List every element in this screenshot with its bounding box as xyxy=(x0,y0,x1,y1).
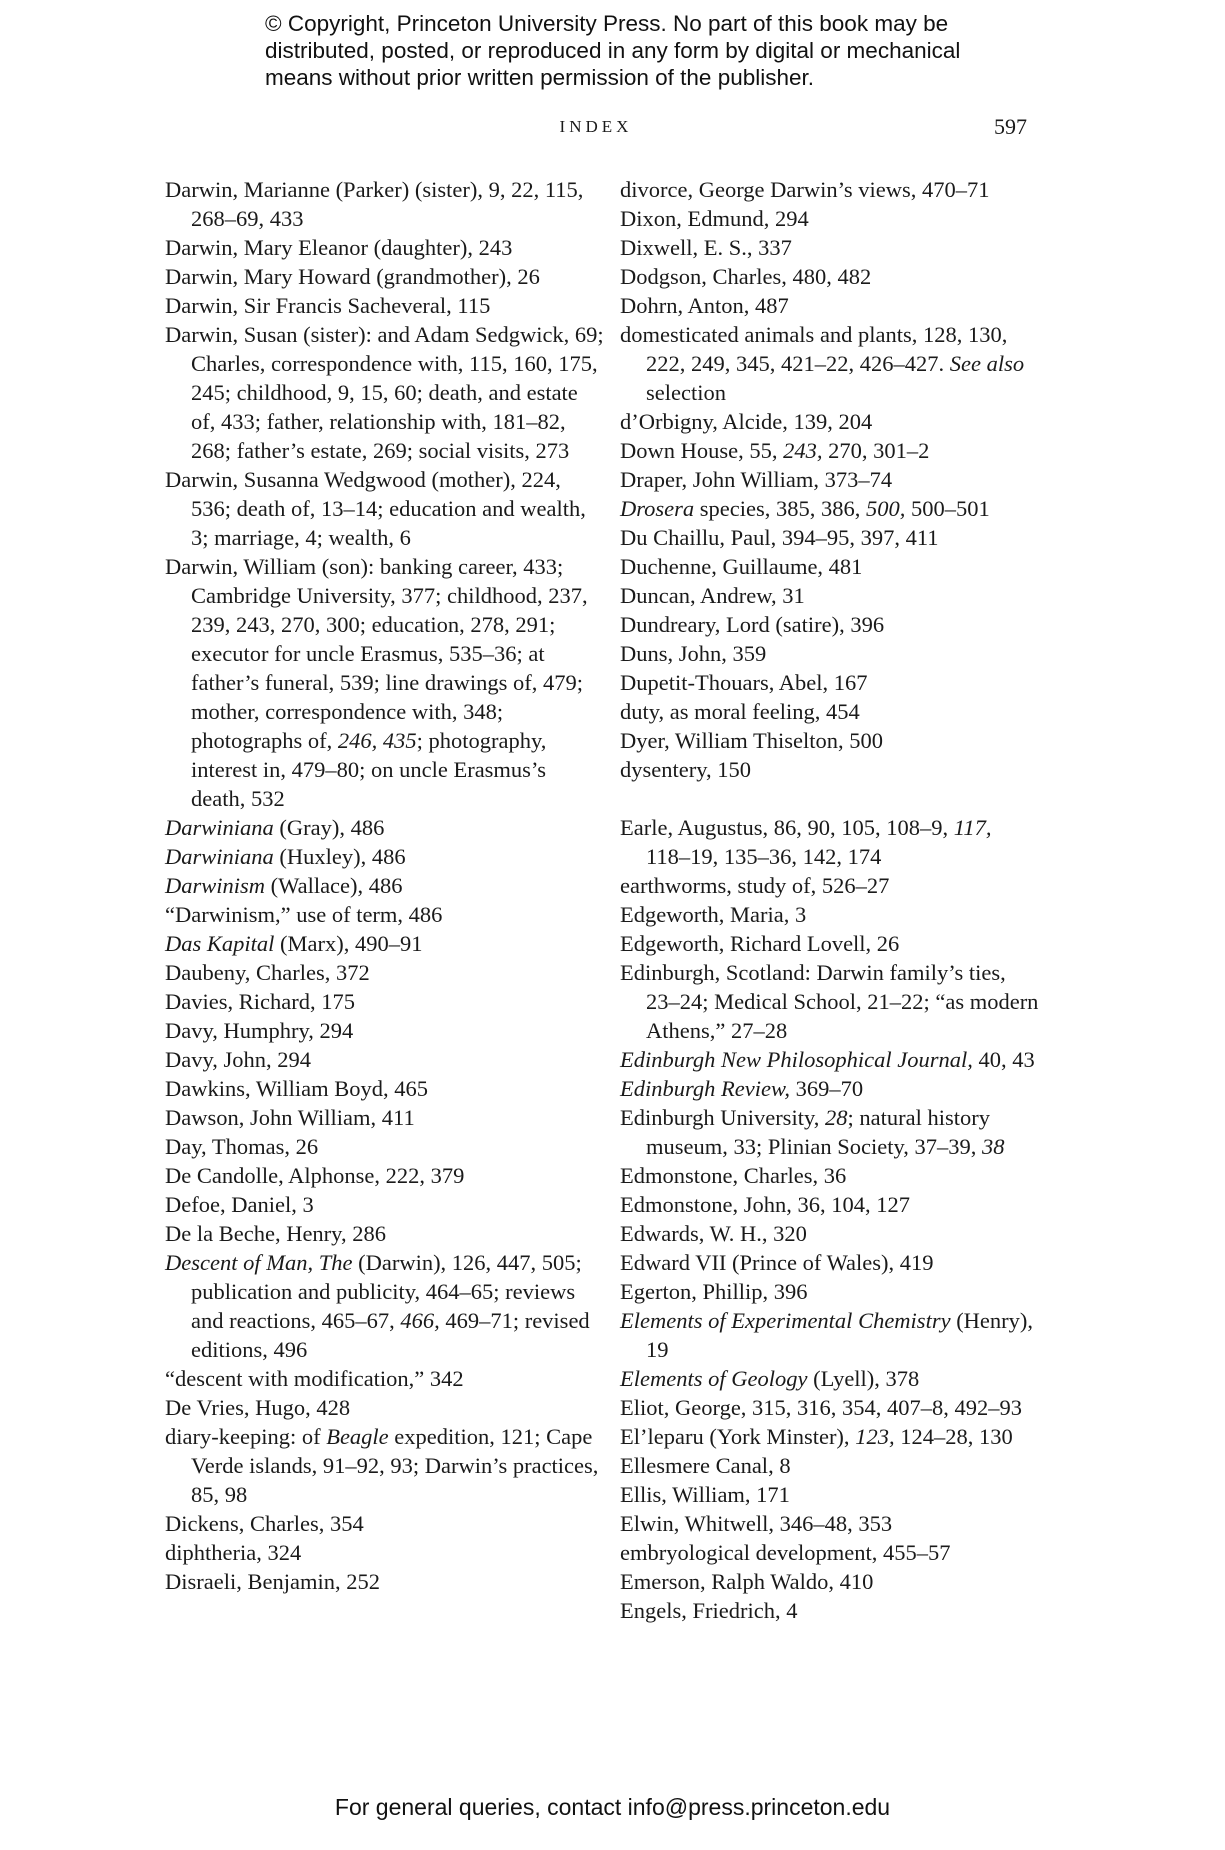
index-entry-italic: Edinburgh New Philosophical Journal, xyxy=(620,1047,973,1072)
index-entry xyxy=(165,1161,605,1190)
index-entry-text: Ellis, William, 171 xyxy=(620,1482,790,1507)
index-entry xyxy=(165,465,605,552)
index-entry xyxy=(165,1074,605,1103)
index-entry-italic: 243, xyxy=(783,438,823,463)
index-entry xyxy=(165,1509,605,1538)
index-entry-text: Edgeworth, Maria, 3 xyxy=(620,902,807,927)
index-entry xyxy=(165,1422,605,1509)
index-entry-text: Edmonstone, John, 36, 104, 127 xyxy=(620,1192,910,1217)
copyright-line: means without prior written permission of the publisher. xyxy=(265,65,815,90)
index-entry xyxy=(165,262,605,291)
index-entry-text: dysentery, 150 xyxy=(620,757,752,782)
index-entry xyxy=(165,1045,605,1074)
index-entry xyxy=(165,842,605,871)
index-entry-italic: Das Kapital xyxy=(165,931,275,956)
index-entry-text: Darwin, Mary Howard (grandmother), 26 xyxy=(165,264,540,289)
index-entry-text: Earle, Augustus, 86, 90, 105, 108–9, xyxy=(620,815,954,840)
index-entry xyxy=(620,1103,1040,1161)
index-entry-italic: Darwinism xyxy=(165,873,266,898)
index-entry xyxy=(620,1306,1040,1364)
index-entry-text: Dodgson, Charles, 480, 482 xyxy=(620,264,872,289)
index-entry-text: Dawkins, William Boyd, 465 xyxy=(165,1076,429,1101)
index-entry-text: earthworms, study of, 526–27 xyxy=(620,873,890,898)
index-entry-text: Dupetit-Thouars, Abel, 167 xyxy=(620,670,868,695)
index-entry xyxy=(165,1248,605,1364)
index-entry-text: Darwin, William (son): banking career, 433; Cambridge University, 377; childhood, 237, 239, 243, 270, 300; education, 278, 291; executor for uncle Erasmus, 535–36; at father’s funeral, 539; line drawings of, 479; mother, correspondence with, 348; photographs of, xyxy=(165,554,588,753)
index-entry-text: 118–19, 135–36, 142, 174 xyxy=(646,844,882,869)
index-entry-italic: 246, 435 xyxy=(337,728,417,753)
index-entry xyxy=(620,871,1040,900)
index-entry-text: Down House, 55, xyxy=(620,438,784,463)
index-entry-italic: 38 xyxy=(982,1134,1005,1159)
index-entry xyxy=(620,523,1040,552)
index-entry xyxy=(620,436,1040,465)
index-entry-text: Davy, Humphry, 294 xyxy=(165,1018,354,1043)
page-number: 597 xyxy=(994,114,1027,139)
index-entry xyxy=(620,1277,1040,1306)
index-entry xyxy=(165,1364,605,1393)
index-entry-italic: 123, xyxy=(855,1424,895,1449)
index-entry xyxy=(620,1074,1040,1103)
index-column-right xyxy=(620,175,1040,1625)
index-entry xyxy=(620,262,1040,291)
index-entry-text: Ellesmere Canal, 8 xyxy=(620,1453,791,1478)
index-entry-text: embryological development, 455–57 xyxy=(620,1540,951,1565)
index-entry xyxy=(620,465,1040,494)
index-entry-italic: Darwiniana xyxy=(165,815,274,840)
index-entry xyxy=(165,900,605,929)
index-entry xyxy=(620,900,1040,929)
index-entry-text: Edward VII (Prince of Wales), 419 xyxy=(620,1250,934,1275)
index-entry-text: Dixwell, E. S., 337 xyxy=(620,235,792,260)
index-entry-text: Dyer, William Thiselton, 500 xyxy=(620,728,883,753)
index-entry-text: Dixon, Edmund, 294 xyxy=(620,206,809,231)
index-entry-text: diphtheria, 324 xyxy=(165,1540,302,1565)
index-entry-text: (Huxley), 486 xyxy=(273,844,406,869)
index-entry-text: Elwin, Whitwell, 346–48, 353 xyxy=(620,1511,893,1536)
index-entry xyxy=(620,1393,1040,1422)
index-entry xyxy=(620,755,1040,784)
index-entry-italic: 28 xyxy=(824,1105,848,1130)
index-entry-text: (Wallace), 486 xyxy=(265,873,403,898)
index-entry-text: Edwards, W. H., 320 xyxy=(620,1221,807,1246)
index-entry xyxy=(620,291,1040,320)
index-entry-text: Dohrn, Anton, 487 xyxy=(620,293,789,318)
index-entry xyxy=(620,233,1040,262)
index-entry xyxy=(620,1538,1040,1567)
index-entry-text: 469–71; revised editions, 496 xyxy=(191,1308,590,1362)
index-entry-italic: Drosera xyxy=(620,496,695,521)
index-entry-italic: Edinburgh Review, xyxy=(620,1076,790,1101)
index-entry-text: De Candolle, Alphonse, 222, 379 xyxy=(165,1163,465,1188)
index-entry-italic: See also xyxy=(949,351,1025,376)
index-entry xyxy=(620,726,1040,755)
index-entry-text: Emerson, Ralph Waldo, 410 xyxy=(620,1569,874,1594)
index-entry xyxy=(620,320,1040,407)
index-entry xyxy=(620,1509,1040,1538)
index-entry-text: Duchenne, Guillaume, 481 xyxy=(620,554,863,579)
index-entry-text: 500–501 xyxy=(905,496,990,521)
index-entry-text: “descent with modification,” 342 xyxy=(165,1366,464,1391)
copyright-notice xyxy=(265,10,1025,91)
index-entry-italic: Darwiniana xyxy=(165,844,274,869)
index-entry xyxy=(620,929,1040,958)
copyright-line: © Copyright, Princeton University Press. No part of this book may be xyxy=(265,11,949,36)
index-entry-text: Disraeli, Benjamin, 252 xyxy=(165,1569,380,1594)
index-entry-text: diary-keeping: of xyxy=(165,1424,327,1449)
index-entry-text: Darwin, Susan (sister): and Adam Sedgwick, 69; Charles, correspondence with, 115, 160, 175, 245; childhood, 9, 15, 60; death, and estate of, 433; father, relationship with, 181–82, 268; father’s estate, 269; social visits, 273 xyxy=(165,322,604,463)
index-entry-text: Draper, John William, 373–74 xyxy=(620,467,893,492)
index-entry-text: selection xyxy=(646,380,726,405)
index-entry-text: (Lyell), 378 xyxy=(807,1366,920,1391)
index-entry-text: Davies, Richard, 175 xyxy=(165,989,355,1014)
index-entry xyxy=(165,958,605,987)
index-entry-text: Duns, John, 359 xyxy=(620,641,767,666)
index-entry xyxy=(620,610,1040,639)
index-entry xyxy=(620,1219,1040,1248)
index-entry-text: Darwin, Mary Eleanor (daughter), 243 xyxy=(165,235,513,260)
index-entry xyxy=(620,668,1040,697)
running-head xyxy=(165,114,1027,144)
index-entry-text: (Gray), 486 xyxy=(273,815,385,840)
index-entry xyxy=(620,813,1040,871)
index-entry-text: 124–28, 130 xyxy=(894,1424,1013,1449)
index-entry-text: Dundreary, Lord (satire), 396 xyxy=(620,612,885,637)
index-entry xyxy=(620,1451,1040,1480)
index-entry xyxy=(165,1103,605,1132)
index-entry xyxy=(620,204,1040,233)
index-entry-text: Edgeworth, Richard Lovell, 26 xyxy=(620,931,900,956)
index-entry xyxy=(620,1567,1040,1596)
index-entry-text: Edinburgh University, xyxy=(620,1105,825,1130)
index-entry-text: ; photography, interest in, 479–80; on uncle Erasmus’s death, 532 xyxy=(191,728,547,811)
index-entry xyxy=(620,1161,1040,1190)
index-entry-italic: Beagle xyxy=(326,1424,389,1449)
index-entry xyxy=(165,929,605,958)
index-column-left xyxy=(165,175,605,1596)
index-entry xyxy=(620,958,1040,1045)
footer-contact: For general queries, contact info@press.princeton.edu xyxy=(334,1794,891,1820)
index-entry-text: domesticated animals and plants, 128, 130, 222, 249, 345, 421–22, 426–427. xyxy=(620,322,1008,376)
index-entry-text: Davy, John, 294 xyxy=(165,1047,312,1072)
index-entry-text: Dickens, Charles, 354 xyxy=(165,1511,364,1536)
index-entry xyxy=(165,1393,605,1422)
index-entry-text: Defoe, Daniel, 3 xyxy=(165,1192,314,1217)
index-entry-text: 369–70 xyxy=(789,1076,864,1101)
copyright-line: distributed, posted, or reproduced in any form by digital or mechanical xyxy=(265,38,961,63)
index-entry-text: Duncan, Andrew, 31 xyxy=(620,583,805,608)
index-entry-text: divorce, George Darwin’s views, 470–71 xyxy=(620,177,990,202)
index-entry-text: Day, Thomas, 26 xyxy=(165,1134,319,1159)
index-entry-text: 270, 301–2 xyxy=(822,438,930,463)
index-entry xyxy=(620,1422,1040,1451)
index-entry-text: 40, 43 xyxy=(972,1047,1035,1072)
index-entry-text: species, 385, 386, xyxy=(694,496,867,521)
index-entry xyxy=(620,552,1040,581)
index-entry xyxy=(165,1538,605,1567)
index-entry-italic: Elements of Experimental Chemistry xyxy=(620,1308,951,1333)
index-entry xyxy=(165,1219,605,1248)
index-entry-text: De la Beche, Henry, 286 xyxy=(165,1221,386,1246)
index-entry xyxy=(620,1596,1040,1625)
index-entry xyxy=(620,494,1040,523)
index-entry-italic: Elements of Geology xyxy=(620,1366,808,1391)
index-entry xyxy=(620,175,1040,204)
index-entry-text: ; natural history museum, 33; Plinian Society, 37–39, xyxy=(646,1105,990,1159)
index-entry-text: (Marx), 490–91 xyxy=(274,931,423,956)
index-entry-italic: 500, xyxy=(866,496,906,521)
index-entry-text: Daubeny, Charles, 372 xyxy=(165,960,370,985)
index-entry-text: “Darwinism,” use of term, 486 xyxy=(165,902,443,927)
index-entry xyxy=(620,1190,1040,1219)
index-entry-text: Darwin, Susanna Wedgwood (mother), 224, 536; death of, 13–14; education and wealth, 3; marriage, 4; wealth, 6 xyxy=(165,467,586,550)
index-entry-italic: 117, xyxy=(953,815,992,840)
index-entry xyxy=(165,1132,605,1161)
index-entry-text: De Vries, Hugo, 428 xyxy=(165,1395,351,1420)
index-entry xyxy=(165,1567,605,1596)
index-entry-text: d’Orbigny, Alcide, 139, 204 xyxy=(620,409,873,434)
index-entry xyxy=(165,291,605,320)
index-entry xyxy=(620,1364,1040,1393)
running-title: INDEX xyxy=(559,117,633,136)
index-entry-text: Darwin, Marianne (Parker) (sister), 9, 22, 115, 268–69, 433 xyxy=(165,177,584,231)
index-entry-text: Eliot, George, 315, 316, 354, 407–8, 492–93 xyxy=(620,1395,1023,1420)
index-entry-text: Egerton, Phillip, 396 xyxy=(620,1279,808,1304)
index-entry-text: Darwin, Sir Francis Sacheveral, 115 xyxy=(165,293,491,318)
index-entry-italic: 466, xyxy=(400,1308,440,1333)
index-entry xyxy=(620,697,1040,726)
index-entry-text: (Darwin), 126, 447, 505; publication and publicity, 464–65; reviews and reactions, 465–67, xyxy=(191,1250,582,1333)
index-entry xyxy=(620,1480,1040,1509)
index-entry xyxy=(620,407,1040,436)
index-entry-text: Edmonstone, Charles, 36 xyxy=(620,1163,847,1188)
index-entry-text: Dawson, John William, 411 xyxy=(165,1105,415,1130)
index-entry-text: El’leparu (York Minster), xyxy=(620,1424,856,1449)
index-entry-text: Engels, Friedrich, 4 xyxy=(620,1598,798,1623)
index-entry xyxy=(620,581,1040,610)
index-entry xyxy=(165,175,605,233)
index-entry xyxy=(165,813,605,842)
index-entry-text: duty, as moral feeling, 454 xyxy=(620,699,860,724)
index-entry xyxy=(165,871,605,900)
index-entry xyxy=(165,1190,605,1219)
index-entry-text: Du Chaillu, Paul, 394–95, 397, 411 xyxy=(620,525,939,550)
index-entry xyxy=(620,1045,1040,1074)
index-entry xyxy=(165,987,605,1016)
index-entry-text: (Henry), 19 xyxy=(646,1308,1034,1362)
index-entry xyxy=(165,233,605,262)
index-entry-text: expedition, 121; Cape Verde islands, 91–92, 93; Darwin’s practices, 85, 98 xyxy=(191,1424,599,1507)
index-entry xyxy=(165,320,605,465)
index-entry-text: Edinburgh, Scotland: Darwin family’s ties, 23–24; Medical School, 21–22; “as modern Athens,” 27–28 xyxy=(620,960,1039,1043)
index-entry xyxy=(165,1016,605,1045)
index-entry xyxy=(620,639,1040,668)
index-entry xyxy=(165,552,605,813)
index-entry xyxy=(620,1248,1040,1277)
index-entry-italic: Descent of Man, The xyxy=(165,1250,353,1275)
